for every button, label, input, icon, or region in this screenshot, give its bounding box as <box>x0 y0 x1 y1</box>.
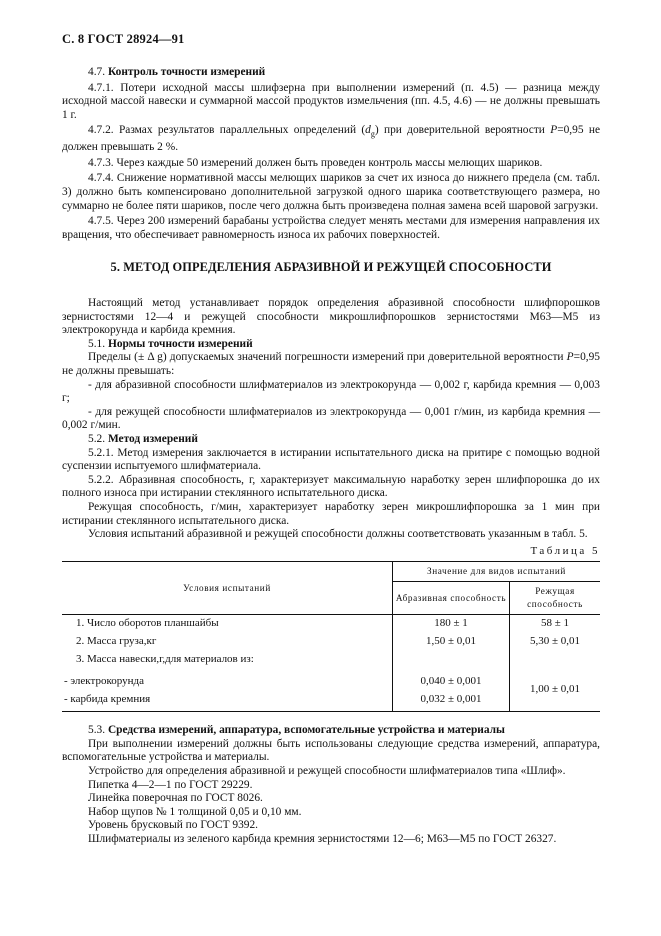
symbol-p: P <box>566 351 574 364</box>
paragraph-5-2-2: 5.2.2. Абразивная способность, г, характеризует максимальную наработку зерен шлифпорошка до их полного износа при истирании стеклянного испытательного диска. <box>62 473 600 500</box>
row-label: 2. Масса груза,кг <box>76 635 157 648</box>
row-label: - электрокорунда <box>64 675 144 688</box>
column-header-values: Значение для видов испытаний <box>393 562 601 582</box>
abrasive-value: 0,040 ± 0,001 <box>393 669 510 691</box>
column-header-cutting: Режущая способность <box>510 582 601 615</box>
row-label: 3. Масса навески,г,для материалов из: <box>76 653 254 666</box>
paragraph-5-3-intro: При выполнении измерений должны быть использованы следующие средства измерений, аппаратура, вспомогательные устройства и материалы. <box>62 737 600 764</box>
paragraph-5-1-limits <box>62 351 600 378</box>
list-item-pipette: Пипетка 4—2—1 по ГОСТ 29229. <box>88 778 253 791</box>
abrasive-value <box>393 651 510 669</box>
cutting-value: 5,30 ± 0,01 <box>510 633 601 651</box>
symbol-d-subscript: g <box>370 129 375 139</box>
table-row <box>62 651 600 669</box>
paragraph-4-7-2 <box>62 124 600 154</box>
heading-5-2-title: Метод измерений <box>107 432 198 445</box>
list-item-feeler-gauges: Набор щупов № 1 толщиной 0,05 и 0,10 мм. <box>88 805 302 818</box>
heading-5-1 <box>62 338 600 352</box>
paragraph-5-2-1: 5.2.1. Метод измерения заключается в истирании испытательного диска на притире с помощью водной суспензии испытуемого шлифматериала. <box>62 446 600 473</box>
table-row <box>62 615 600 634</box>
section-5-intro: Настоящий метод устанавливает порядок определения абразивной способности шлифпорошков зернистостями 12—4 и режущей способности микрошлифпорошков зернистостями М63—М5 из электрокорунда и карбида кремния. <box>62 297 600 337</box>
heading-5-1-title: Нормы точности измерений <box>107 337 253 350</box>
list-item-cutting-limit: - для режущей способности шлифматериалов из электрокорунда — 0,001 г/мин, из карбида кремния — 0,002 г/мин. <box>62 405 600 432</box>
heading-5-3-title: Средства измерений, аппаратура, вспомогательные устройства и материалы <box>107 724 505 737</box>
list-item-materials: Шлифматериалы из зеленого карбида кремния зернистостями 12—6; М63—М5 по ГОСТ 26327. <box>88 833 557 846</box>
list-item-abrasive-limit: - для абразивной способности шлифматериалов из электрокорунда — 0,002 г, карбида кремния — 0,003 г; <box>62 378 600 405</box>
column-header-abrasive: Абразивная способность <box>393 582 510 615</box>
heading-5-3 <box>62 724 600 738</box>
table-row <box>62 669 600 691</box>
document-body <box>62 66 600 847</box>
p-4-7-2-part-a: 4.7.2. Размах результатов параллельных определений ( <box>88 124 366 137</box>
page-header: С. 8 ГОСТ 28924—91 <box>62 32 185 46</box>
table-row <box>62 633 600 651</box>
abrasive-value: 180 ± 1 <box>393 615 510 634</box>
paragraph-device: Устройство для определения абразивной и режущей способности шлифматериалов типа «Шлиф». <box>88 765 566 778</box>
table-5-caption: Таблица 5 <box>530 544 600 557</box>
paragraph-cutting-capacity: Режущая способность, г/мин, характеризует наработку зерен микрошлифпорошка за 1 мин при истирании стеклянного испытательного диска. <box>62 500 600 527</box>
heading-5-2-number: 5.2. <box>88 432 106 445</box>
paragraph-4-7-5: 4.7.5. Через 200 измерений барабаны устройства следует менять местами для измерения направления их вращения, что обеспечивает равномерность износа их рабочих поверхностей. <box>62 215 600 241</box>
list-item-level: Уровень брусковый по ГОСТ 9392. <box>88 819 259 832</box>
p-4-7-2-part-b: ) при доверительной вероятности <box>374 124 551 137</box>
symbol-d: d <box>365 124 371 137</box>
heading-5-2 <box>62 433 600 447</box>
abrasive-value: 1,50 ± 0,01 <box>393 633 510 651</box>
p-5-1-part-b: =0,95 не должны превышать: <box>62 351 600 377</box>
paragraph-4-7-4: 4.7.4. Снижение нормативной массы мелющих шариков за счет их износа до нижнего предела (см. табл. 3) должно быть компенсировано дополнительной загрузкой одного шарика соответствующего размера, но суммарно не более пяти шариков, после чего должна быть произведена полная замена всей шаровой загрузки. <box>62 172 600 212</box>
row-label: - карбида кремния <box>64 693 151 706</box>
heading-5-1-number: 5.1. <box>88 337 106 350</box>
cutting-value: 1,00 ± 0,01 <box>510 669 601 712</box>
symbol-p: P <box>550 124 558 137</box>
column-header-conditions: Условия испытаний <box>62 562 393 615</box>
section-5-title: 5. МЕТОД ОПРЕДЕЛЕНИЯ АБРАЗИВНОЙ И РЕЖУЩЕЙ СПОСОБНОСТИ <box>110 260 552 275</box>
heading-5-3-number: 5.3. <box>88 724 106 737</box>
paragraph-4-7-3: 4.7.3. Через каждые 50 измерений должен быть проведен контроль массы мелющих шариков. <box>88 156 543 169</box>
heading-4-7-number: 4.7. <box>88 66 106 78</box>
list-item-ruler: Линейка поверочная по ГОСТ 8026. <box>88 792 263 805</box>
p-4-7-2-part-c: =0,95 не должен превышать 2 %. <box>62 124 601 154</box>
abrasive-value: 0,032 ± 0,001 <box>393 691 510 712</box>
heading-4-7 <box>62 66 600 80</box>
cutting-value: 58 ± 1 <box>510 615 601 634</box>
table-header-row <box>62 562 600 582</box>
paragraph-test-conditions: Условия испытаний абразивной и режущей способности должны соответствовать указанным в табл. 5. <box>88 528 588 541</box>
heading-4-7-title: Контроль точности измерений <box>107 66 266 78</box>
p-5-1-part-a: Пределы (± Δ g) допускаемых значений погрешности измерений при доверительной вероятности <box>88 351 567 364</box>
cutting-value <box>510 651 601 669</box>
paragraph-4-7-1: 4.7.1. Потери исходной массы шлифзерна при выполнении измерений (п. 4.5) — разница между исходной массой навески и суммарной массой продуктов измельчения (пп. 4.5, 4.6) — не должны превышать 1 г. <box>62 81 600 121</box>
row-label: 1. Число оборотов планшайбы <box>76 617 219 630</box>
table-5 <box>62 561 600 712</box>
